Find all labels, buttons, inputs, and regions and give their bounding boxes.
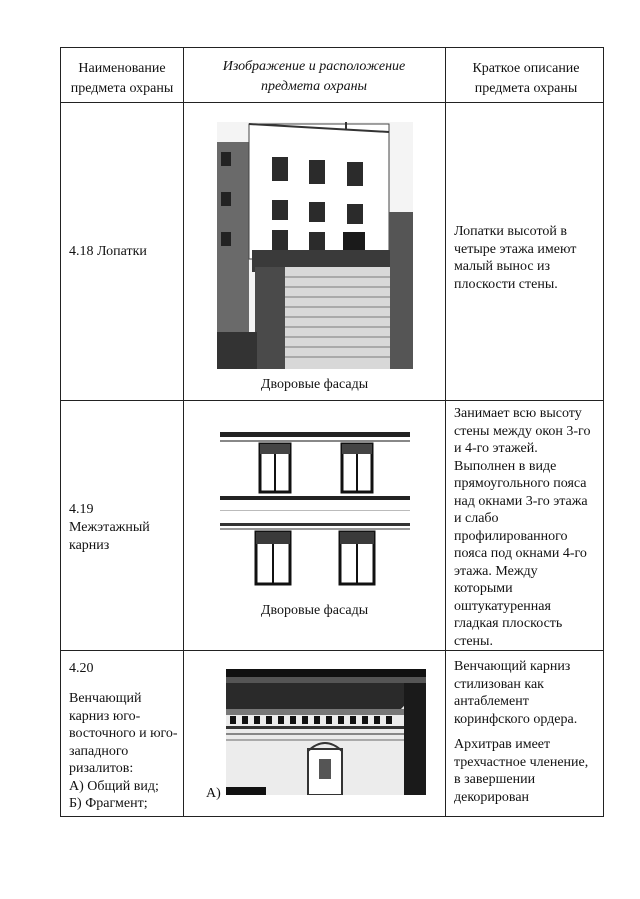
table-border-top: [60, 47, 604, 48]
row-name-4-18: 4.18 Лопатки: [69, 244, 147, 259]
table-border-left: [60, 47, 61, 817]
table-border-right: [603, 47, 604, 817]
row-name-4-20-a: А) Общий вид;: [69, 779, 159, 794]
header-description: Краткое описание предмета охраны: [472, 61, 580, 96]
caption-4-19: Дворовые фасады: [260, 603, 369, 618]
header-separator: [60, 102, 604, 103]
header-image: Изображение и расположение предмета охраны: [222, 59, 406, 94]
photo-label-a: А): [206, 786, 221, 801]
row-number-4-19: 4.19: [69, 502, 94, 517]
row-name-4-20: Венчающий карниз юго-восточного и юго-западного ризалитов:: [69, 691, 178, 776]
caption-4-18: Дворовые фасады: [260, 377, 369, 392]
row-name-4-20-b: Б) Фрагмент;: [69, 796, 148, 811]
row-separator-2: [60, 650, 604, 651]
row-number-4-20: 4.20: [69, 661, 94, 676]
column-separator-1: [183, 47, 184, 817]
photo-crowning-cornice: [226, 669, 426, 795]
column-separator-2: [445, 47, 446, 817]
header-name: Наименование предмета охраны: [70, 61, 174, 96]
description-4-20-part2: Архитрав имеет трехчастное членение, в завершении декорирован: [454, 737, 589, 805]
row-separator-1: [60, 400, 604, 401]
table-border-bottom: [60, 816, 604, 817]
description-4-19: Занимает всю высоту стены между окон 3-го и 4-го этажей. Выполнен в виде прямоугольного пояса над окнами 3-го этажа и слабо профилированного пояса под окнами 4-го этажа. Между которыми оштукатуренная гладкая плоскость стены.: [454, 406, 591, 649]
heritage-table: [60, 47, 604, 817]
description-4-18: Лопатки высотой в четыре этажа имеют малый вынос из плоскости стены.: [454, 224, 577, 292]
photo-courtyard-facade-pilasters: [217, 122, 413, 369]
row-name-4-19: Межэтажный карниз: [69, 520, 150, 553]
description-4-20-part1: Венчающий карниз стилизован как антаблемент коринфского ордера.: [454, 659, 578, 727]
photo-interfloor-cornice: [220, 432, 410, 592]
